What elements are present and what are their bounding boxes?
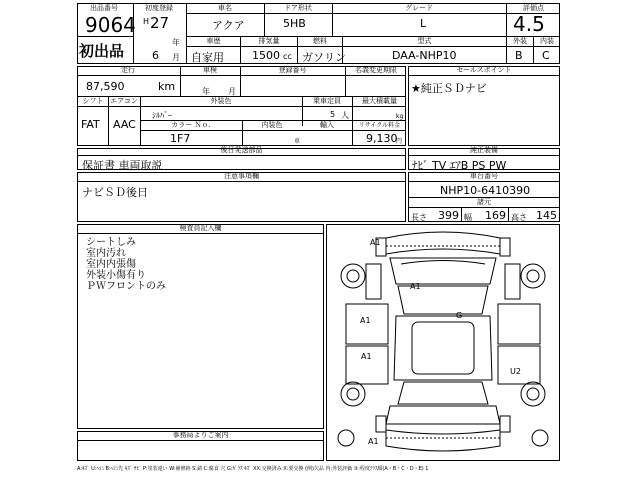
hei-label: 高さ [511,213,527,222]
equip-label: 純正装備 [470,146,498,154]
reg-year: 27 [150,14,170,32]
chassis-label: 車台番号 [470,172,498,180]
use-label: 車歴 [206,37,221,45]
recycle-unit: 円 [396,138,403,145]
office-label: 事務局よりご案内 [172,431,229,439]
hei: 145 [536,209,557,222]
ac: AAC [113,118,136,131]
inspection-line-2: 室内汚れ [86,248,126,259]
mileage-label: 走行 [121,66,135,74]
seats-label: 乗車定員 [313,97,341,105]
disp: 1500 [252,49,280,62]
type-label: 型式 [417,37,432,45]
inspection-line-4: 外装小傷有り [86,270,146,281]
seats-unit: 人 [341,111,349,120]
title-label: 名義変更期限 [355,66,397,74]
color: ｼﾙﾊﾞｰ [152,111,172,120]
first-listing-badge: 初出品 [79,42,125,60]
reg-month: 6 [152,49,159,62]
int-label: 内装 [540,37,554,45]
disp-label: 排気量 [258,37,280,45]
shift-label: シフト [82,97,104,105]
year-unit: 年 [172,38,180,47]
sales-point: ★純正ＳＤナビ [411,82,487,95]
len: 399 [438,209,459,222]
int-color-label: 内装色 [261,121,283,129]
notes-text: ナビＳＤ後日 [82,186,148,199]
damage-mark-left-rear-door: A1 [361,352,372,361]
damage-mark-rear-bumper: A1 [368,437,379,446]
load-label: 最大積載量 [362,97,397,105]
wid-label: 幅 [464,213,472,222]
inspect-year: 年 [202,87,210,96]
door: 5HB [283,17,306,30]
month-unit: 月 [172,53,180,62]
color-no: 1F7 [170,132,191,145]
import-value: 車 [294,138,301,145]
disp-unit: cc [283,52,292,61]
chassis: NHP10-6410390 [440,184,531,197]
ext-score: B [515,49,523,62]
score-label: 評価点 [523,4,544,12]
recycle-label: リサイクル料金 [358,122,401,129]
int-score: C [542,49,550,62]
use: 自家用 [191,51,224,64]
car-name-label: 車名 [218,4,232,12]
inspection-label: 検査員記入欄 [179,224,222,232]
notes-label: 注意事項欄 [224,172,259,180]
inspection-line-1: シートしみ [86,237,136,248]
seats: 5 [330,110,336,119]
fuel-label: 燃料 [313,37,327,45]
later-label: 後日発送部品 [220,146,263,154]
grade-label: グレード [405,4,433,12]
later-items: 保証書 車両取説 [82,159,163,172]
load-unit: kg [396,113,404,120]
footer-legend: A:ｷｽﾞ U:ﾍｺﾐ B:ﾍｺﾐ先 ｷｽﾞ ｻﾋﾞ P:塗装違い W:補修跡 S:錆 C:腐食 穴 G:ｶﾞﾗｽ ｷｽﾞ XX:交換済み X:要交換 (例)欠品 内:外装評価 ③:程度ｸﾗｽ順(A・B・C・D・E) 1 [77,466,429,472]
sales-point-block [408,66,560,146]
import-label: 輸入 [320,121,334,129]
reg-label: 初度登録 [145,4,173,12]
fuel: ガソリン [302,51,346,64]
lot-label: 出品番号 [90,4,118,12]
inspection-line-5: ＰＷフロントのみ [86,281,166,292]
ac-label: エアコン [110,97,138,105]
lot-number: 9064 [85,13,136,37]
color-label: 外装色 [210,97,232,105]
ext-label: 外装 [513,37,527,45]
len-label: 長さ [411,213,427,222]
car-diagram-drawing [326,224,560,461]
shift: FAT [81,118,100,131]
dims-label: 諸元 [477,198,491,206]
grade: L [420,17,427,30]
regno-label: 登録番号 [278,66,307,74]
door-label: ドア形状 [284,4,312,12]
damage-mark-left-door: A1 [360,316,371,325]
era: H [143,17,150,26]
damage-mark-right-rear: U2 [510,367,521,376]
type: DAA-NHP10 [392,49,457,62]
car-name: アクア [212,19,245,32]
damage-mark-hood: A1 [410,282,421,291]
damage-mark-roof: G [456,311,463,320]
mileage: 87,590 [86,80,125,93]
inspect-label: 車検 [203,66,217,74]
inspection-line-3: 室内内張傷 [86,259,136,270]
recycle: 9,130 [366,132,398,145]
inspect-month: 月 [228,87,236,96]
equip: ﾅﾋﾞ TV ｴｱB PS PW [412,159,507,172]
damage-mark-front-bumper: A1 [370,238,381,247]
wid: 169 [485,209,506,222]
mileage-unit: km [158,80,176,93]
color-no-label: カラー Ｎｏ. [171,121,211,129]
score: 4.5 [513,12,545,36]
sales-label: セールスポイント [456,66,512,74]
